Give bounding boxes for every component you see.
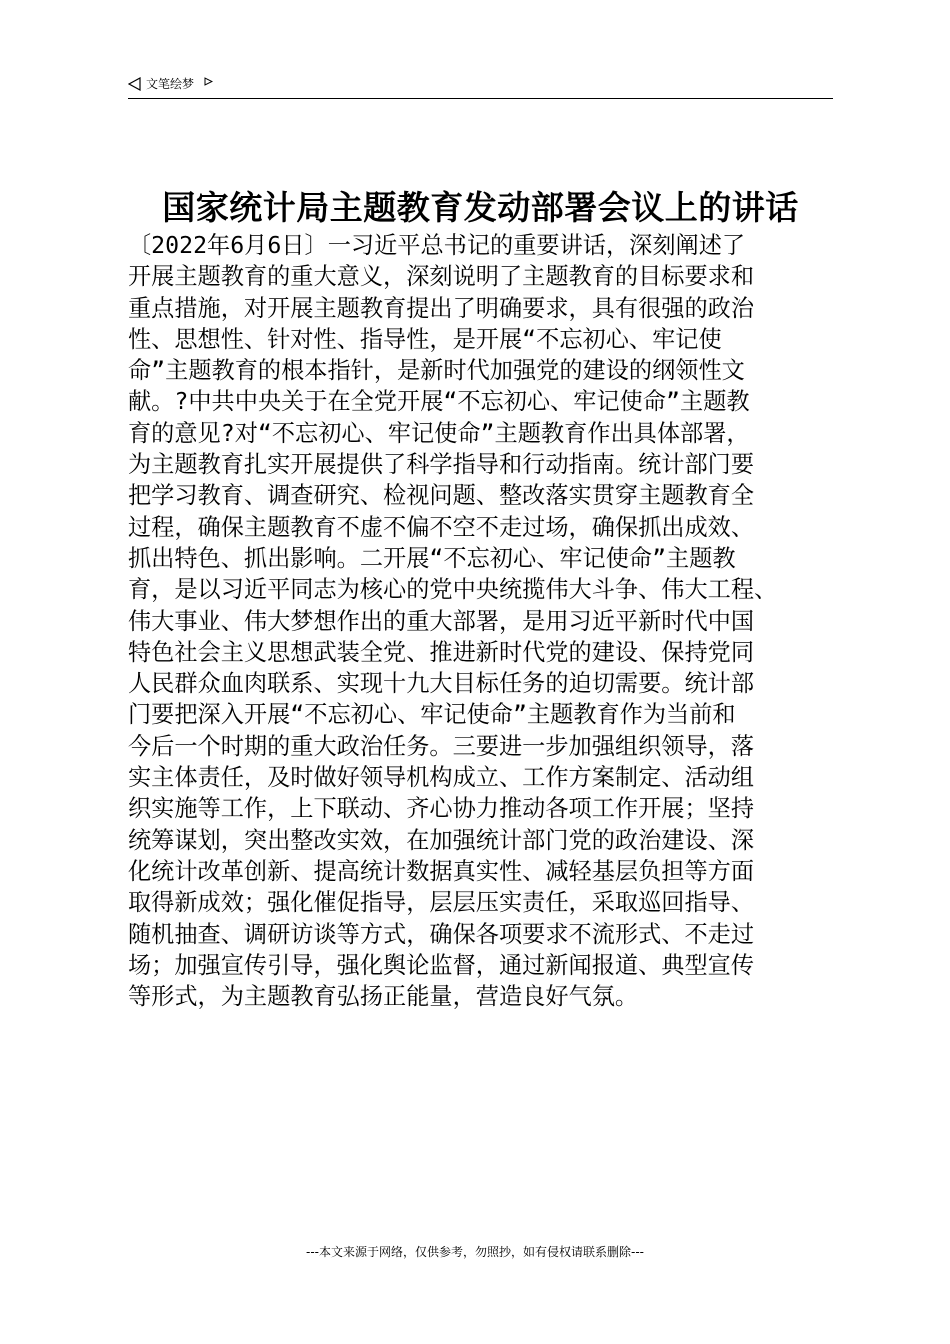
body-line: 今后一个时期的重大政治任务。三要进一步加强组织领导，落 — [128, 732, 755, 760]
triangle-right-icon — [204, 77, 213, 86]
body-line: 重点措施，对开展主题教育提出了明确要求，具有很强的政治 — [128, 294, 755, 322]
body-line: 化统计改革创新、提高统计数据真实性、减轻基层负担等方面 — [128, 857, 755, 885]
header-brand — [128, 76, 213, 92]
document-title: 国家统计局主题教育发动部署会议上的讲话 — [162, 188, 799, 227]
body-line: 场；加强宣传引导，强化舆论监督，通过新闻报道、典型宣传 — [128, 951, 755, 979]
triangle-left-icon — [128, 77, 142, 91]
document-body — [128, 230, 848, 1012]
body-line: 伟大事业、伟大梦想作出的重大部署，是用习近平新时代中国 — [128, 607, 755, 635]
body-line: 为主题教育扎实开展提供了科学指导和行动指南。统计部门要 — [128, 451, 755, 479]
body-line: 〔2022年6月6日〕一习近平总书记的重要讲话，深刻阐述了 — [128, 232, 746, 259]
body-line: 开展主题教育的重大意义，深刻说明了主题教育的目标要求和 — [128, 263, 755, 291]
body-line: 过程，确保主题教育不虚不偏不空不走过场，确保抓出成效、 — [128, 513, 755, 541]
body-line: 命”主题教育的根本指针，是新时代加强党的建设的纲领性文 — [128, 357, 745, 385]
body-line: 育的意见?对“不忘初心、牢记使命”主题教育作出具体部署， — [128, 419, 750, 447]
body-line: 织实施等工作，上下联动、齐心协力推动各项工作开展；坚持 — [128, 795, 755, 823]
body-line: 门要把深入开展“不忘初心、牢记使命”主题教育作为当前和 — [128, 701, 736, 729]
body-line: 人民群众血肉联系、实现十九大目标任务的迫切需要。统计部 — [128, 670, 755, 698]
body-line: 实主体责任，及时做好领导机构成立、工作方案制定、活动组 — [128, 764, 755, 792]
body-line: 性、思想性、针对性、指导性，是开展“不忘初心、牢记使 — [128, 325, 722, 353]
header-brand-text: 文笔绘梦 — [146, 77, 195, 91]
body-line: 把学习教育、调查研究、检视问题、整改落实贯穿主题教育全 — [128, 482, 755, 510]
body-line: 取得新成效；强化催促指导，层层压实责任，采取巡回指导、 — [128, 889, 755, 917]
body-line: 育，是以习近平同志为核心的党中央统揽伟大斗争、伟大工程、 — [128, 576, 778, 604]
page-footer-disclaimer: ---本文来源于网络，仅供参考，勿照抄，如有侵权请联系删除--- — [306, 1245, 644, 1259]
body-line: 统筹谋划，突出整改实效，在加强统计部门党的政治建设、深 — [128, 826, 755, 854]
body-line: 等形式，为主题教育弘扬正能量，营造良好气氛。 — [128, 983, 639, 1011]
body-line: 随机抽查、调研访谈等方式，确保各项要求不流形式、不走过 — [128, 920, 755, 948]
body-line: 抓出特色、抓出影响。二开展“不忘初心、牢记使命”主题教 — [128, 544, 736, 572]
body-line: 献。?中共中央关于在全党开展“不忘初心、牢记使命”主题教 — [128, 388, 750, 416]
page-header — [128, 74, 833, 99]
body-line: 特色社会主义思想武装全党、推进新时代党的建设、保持党同 — [128, 638, 755, 666]
